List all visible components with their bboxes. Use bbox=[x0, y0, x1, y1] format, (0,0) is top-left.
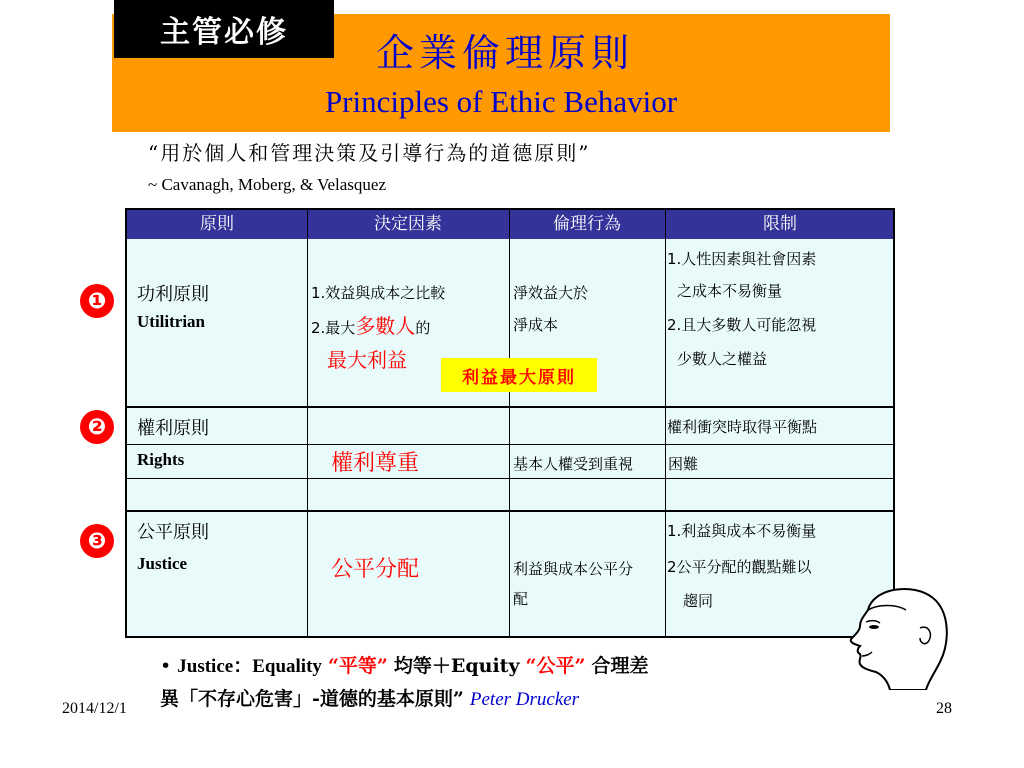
row-divider bbox=[127, 444, 893, 445]
row-divider bbox=[127, 478, 893, 479]
row-1-behavior-1: 淨效益大於 bbox=[513, 284, 589, 302]
quote-text: “用於個人和管理決策及引導行為的道德原則” bbox=[148, 141, 591, 165]
course-badge: 主管必修 bbox=[114, 0, 334, 58]
row-divider bbox=[127, 406, 893, 408]
max-benefit-tag: 利益最大原則 bbox=[441, 358, 597, 392]
bullet-icon: • bbox=[160, 655, 172, 677]
col-divider bbox=[307, 210, 308, 636]
row-1-factor-1: 1.效益與成本之比較 bbox=[311, 284, 446, 302]
slide-date: 2014/12/1 bbox=[62, 700, 127, 717]
footnote-line2: 異「不存心危害」-道德的基本原則” bbox=[160, 688, 464, 710]
page-title-en: Principles of Ethic Behavior bbox=[324, 84, 678, 119]
colon: ： bbox=[233, 655, 253, 677]
row-1-principle-en: Utilitrian bbox=[137, 312, 205, 331]
ethics-table bbox=[125, 208, 895, 638]
equity-zh: “公平” bbox=[525, 655, 586, 677]
author-name: Peter Drucker bbox=[469, 689, 580, 710]
row-1-factor-2: 2.最大多數人的 bbox=[311, 314, 431, 338]
equality-label: Equality bbox=[252, 656, 322, 677]
header-limit: 限制 bbox=[763, 214, 797, 234]
row-1-limit-2: 之成本不易衡量 bbox=[677, 282, 783, 300]
page-number: 28 bbox=[936, 700, 952, 717]
table-header bbox=[127, 210, 893, 239]
row-3-principle: 公平原則 bbox=[137, 522, 209, 543]
row-1-behavior-2: 淨成本 bbox=[513, 316, 559, 334]
row-3-limit-1: 1.利益與成本不易衡量 bbox=[667, 522, 817, 540]
quote-citation: ~ Cavanagh, Moberg, & Velasquez bbox=[148, 175, 387, 194]
row-2-limit-1: 權利衝突時取得平衡點 bbox=[667, 418, 818, 436]
row-1-number-icon: ❶ bbox=[80, 284, 114, 318]
row-2-principle-en: Rights bbox=[137, 450, 185, 469]
header-factor: 決定因素 bbox=[374, 214, 442, 234]
header-principle: 原則 bbox=[200, 214, 234, 234]
row-1-principle: 功利原則 bbox=[137, 284, 209, 305]
row-3-factor: 公平分配 bbox=[331, 557, 420, 582]
row-3-principle-en: Justice bbox=[137, 554, 188, 573]
row-divider bbox=[127, 510, 893, 512]
col-divider bbox=[509, 210, 510, 636]
footnote-line1-end: 合理差 bbox=[591, 655, 649, 677]
row-2-number-icon: ❷ bbox=[80, 410, 114, 444]
row-2-limit-2: 困難 bbox=[668, 455, 699, 473]
row-1-limit-1: 1.人性因素與社會因素 bbox=[667, 250, 817, 268]
row-1-limit-3: 2.且大多數人可能忽視 bbox=[667, 316, 817, 334]
justice-label: Justice bbox=[177, 656, 234, 677]
row-3-limit-3: 趨同 bbox=[683, 592, 714, 610]
equity-phrase: 均等＋Equity bbox=[393, 655, 520, 677]
row-1-factor-3: 最大利益 bbox=[327, 348, 407, 372]
row-3-limit-2: 2公平分配的觀點難以 bbox=[667, 558, 812, 576]
row-2-factor: 權利尊重 bbox=[331, 451, 420, 476]
header-behavior: 倫理行為 bbox=[553, 214, 621, 234]
col-divider bbox=[665, 210, 666, 636]
page-title-zh: 企業倫理原則 bbox=[375, 31, 634, 75]
row-3-behavior-2: 配 bbox=[513, 590, 529, 608]
equality-zh: “平等” bbox=[327, 655, 388, 677]
row-3-behavior-1: 利益與成本公平分 bbox=[513, 560, 634, 578]
footnote bbox=[160, 650, 840, 716]
row-2-behavior: 基本人權受到重視 bbox=[513, 455, 634, 473]
row-1-limit-4: 少數人之權益 bbox=[677, 350, 768, 368]
row-2-principle: 權利原則 bbox=[137, 418, 209, 439]
human-head-icon bbox=[838, 580, 958, 690]
row-3-number-icon: ❸ bbox=[80, 524, 114, 558]
